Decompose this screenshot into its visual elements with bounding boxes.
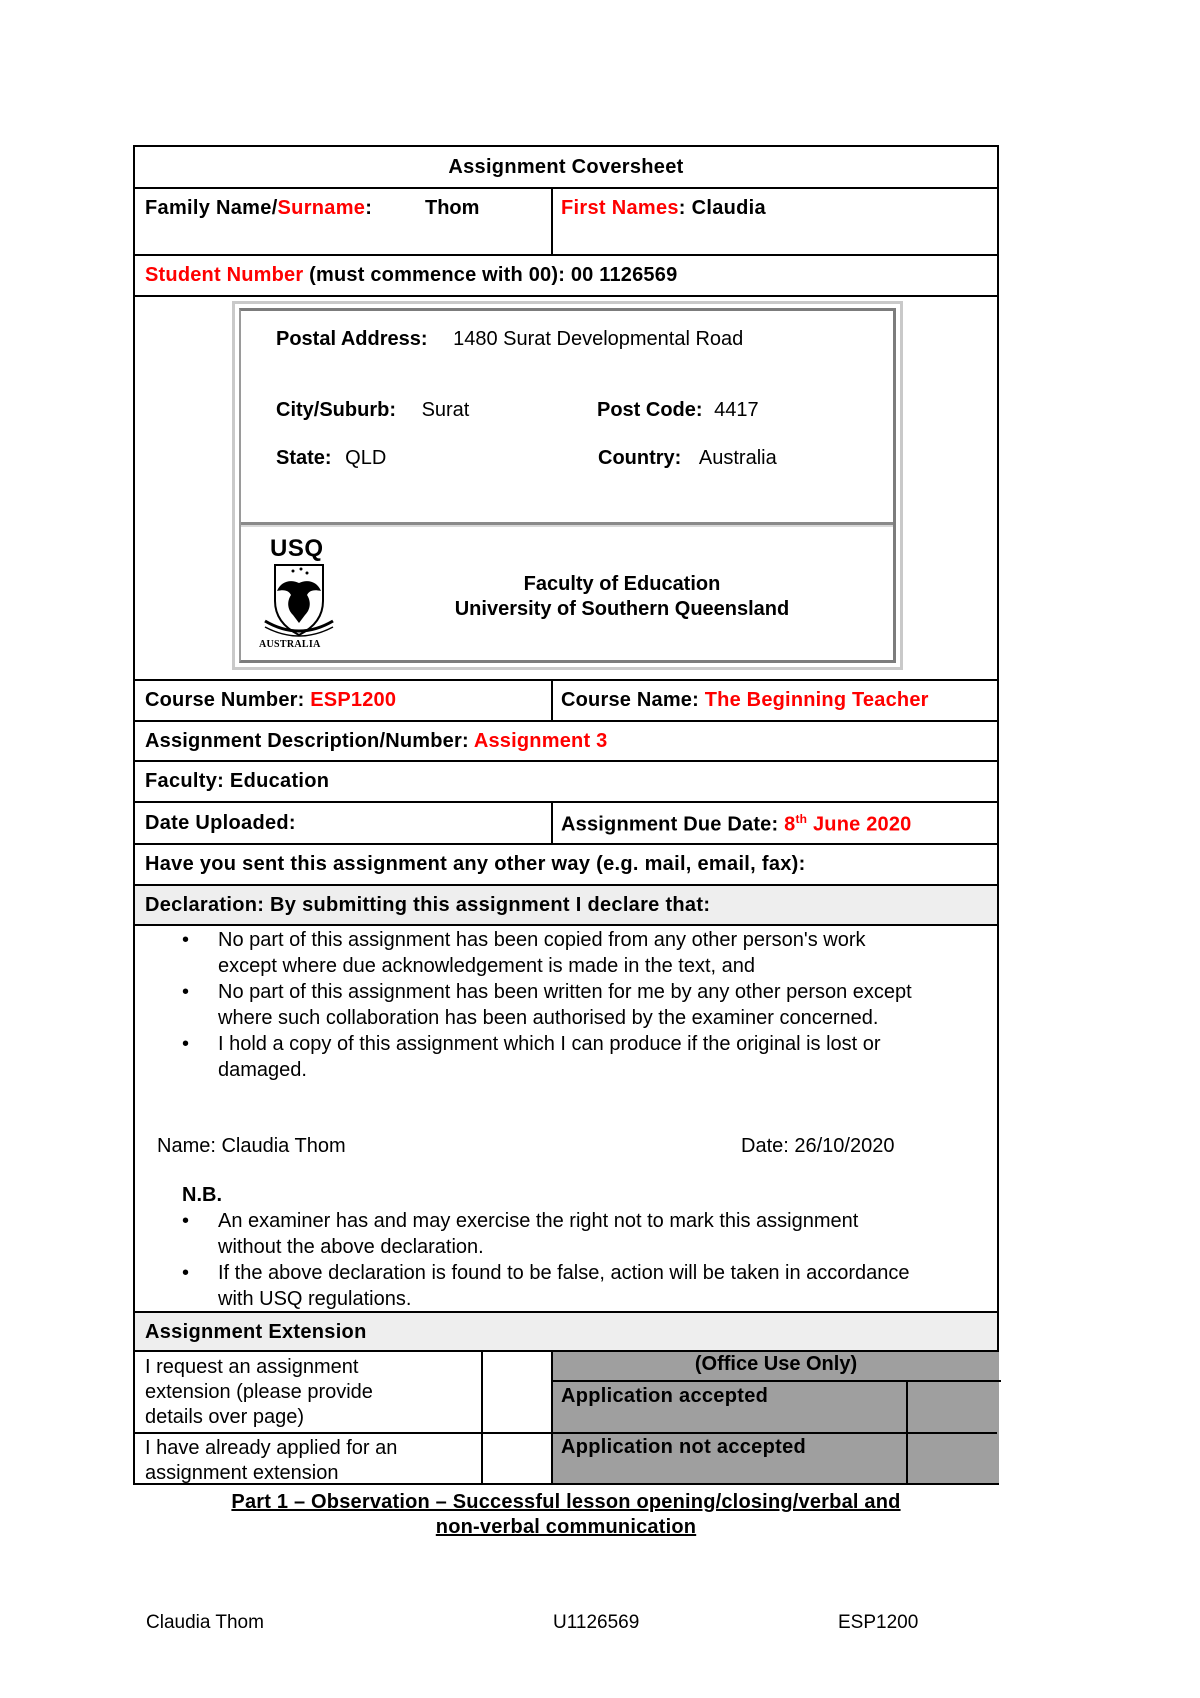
course-name-value: The Beginning Teacher	[704, 689, 929, 711]
student-number-label: Student Number	[145, 264, 304, 286]
country-label: Country:	[598, 447, 682, 469]
declaration-title: Declaration: By submitting this assignment I declare that:	[145, 894, 711, 916]
date-uploaded-label: Date Uploaded:	[145, 812, 296, 834]
due-date-field	[561, 812, 912, 837]
row-divider	[135, 295, 997, 297]
declaration-item: • I hold a copy of this assignment which I can produce if the original is lost or damaged.	[135, 1031, 925, 1083]
first-names-value: Claudia	[691, 197, 766, 219]
address-inner-frame	[239, 308, 896, 663]
due-date-label: Assignment Due Date:	[561, 813, 779, 836]
postcode-row	[597, 399, 759, 422]
faculty-name: Faculty of Education	[523, 573, 721, 595]
postal-address-row	[276, 328, 743, 351]
nb-item: • An examiner has and may exercise the right not to mark this assignment without the above declaration.	[135, 1208, 925, 1260]
office-use-title: (Office Use Only)	[694, 1353, 858, 1375]
col-divider	[551, 187, 553, 254]
declaration-item: • No part of this assignment has been copied from any other person's work except where due acknowledgement is made in the text, and	[135, 927, 925, 979]
usq-crest-icon	[261, 561, 337, 639]
course-number-field	[145, 689, 396, 712]
footer-name: Claudia Thom	[146, 1612, 264, 1633]
extension-request-text: I request an assignment extension (please provide details over page)	[145, 1356, 373, 1428]
city-value: Surat	[421, 399, 470, 421]
col-divider	[906, 1380, 908, 1485]
row-divider	[135, 924, 997, 926]
nb-body	[135, 1208, 925, 1312]
due-date-suffix: th	[795, 812, 808, 826]
row-divider	[135, 679, 997, 681]
footer-course: ESP1200	[838, 1612, 919, 1633]
assignment-description-label: Assignment Description/Number:	[145, 730, 469, 752]
usq-logo	[259, 535, 339, 651]
course-name-label: Course Name:	[561, 689, 699, 711]
address-box	[232, 301, 903, 670]
state-value: QLD	[345, 447, 387, 469]
part1-heading	[133, 1490, 999, 1540]
other-way-question: Have you sent this assignment any other way (e.g. mail, email, fax):	[145, 853, 806, 875]
row-divider	[135, 1432, 997, 1434]
nb-list	[135, 1208, 925, 1312]
declaration-item: • No part of this assignment has been written for me by any other person except where such collaboration has been authorised by the examiner concerned.	[135, 979, 925, 1031]
declaration-body	[135, 927, 925, 1083]
assignment-description-value: Assignment 3	[473, 730, 608, 752]
surname-label: Surname	[277, 197, 366, 219]
student-number-field	[145, 264, 677, 287]
row-divider	[135, 801, 997, 803]
city-label: City/Suburb:	[276, 399, 396, 421]
state-label: State:	[276, 447, 332, 469]
postal-address-label: Postal Address:	[276, 328, 428, 350]
country-value: Australia	[698, 447, 777, 469]
usq-logo-caption: AUSTRALIA	[259, 639, 321, 650]
declaration-list	[135, 927, 925, 1083]
nb-item: • If the above declaration is found to be false, action will be taken in accordance with USQ regulations.	[135, 1260, 925, 1312]
family-name-label: Family Name/	[145, 197, 278, 219]
assignment-description-field	[145, 730, 607, 753]
page-title: Assignment Coversheet	[448, 156, 684, 178]
city-row	[276, 399, 469, 422]
row-divider	[135, 720, 997, 722]
application-accepted-label: Application accepted	[561, 1385, 769, 1407]
extension-title: Assignment Extension	[145, 1321, 367, 1343]
part1-heading-line2: non-verbal communication	[435, 1516, 697, 1538]
state-row	[276, 447, 386, 470]
row-divider	[135, 254, 997, 256]
part1-heading-line1: Part 1 – Observation – Successful lesson opening/closing/verbal and	[231, 1491, 901, 1513]
university-name: University of Southern Queensland	[454, 598, 790, 620]
extension-applied-checkbox[interactable]	[483, 1434, 549, 1484]
address-divider	[241, 522, 893, 527]
footer-student-id: U1126569	[553, 1612, 640, 1633]
course-number-value: ESP1200	[310, 689, 397, 711]
row-divider	[135, 187, 997, 189]
due-date-day: 8	[784, 813, 796, 836]
country-row	[598, 447, 777, 470]
course-name-field	[561, 689, 929, 712]
col-divider	[551, 801, 553, 843]
declaration-name: Name: Claudia Thom	[157, 1135, 346, 1157]
course-number-label: Course Number:	[145, 689, 305, 711]
nb-title: N.B.	[182, 1184, 222, 1206]
faculty-field: Faculty: Education	[145, 770, 330, 792]
application-not-accepted-label: Application not accepted	[561, 1436, 807, 1458]
due-date-rest: June 2020	[812, 813, 912, 836]
extension-request-checkbox[interactable]	[483, 1352, 549, 1432]
student-number-value: (must commence with 00): 00 1126569	[309, 264, 678, 286]
family-name-colon: :	[365, 197, 373, 219]
coversheet-table	[133, 145, 999, 1485]
first-names-label: First Names	[561, 197, 679, 219]
first-names-colon: :	[678, 197, 686, 219]
postcode-label: Post Code:	[597, 399, 703, 421]
first-names-field	[561, 197, 766, 220]
postal-address-value: 1480 Surat Developmental Road	[453, 328, 744, 350]
postcode-value: 4417	[714, 399, 759, 421]
row-divider	[551, 1380, 1001, 1382]
row-divider	[135, 760, 997, 762]
declaration-date: Date: 26/10/2020	[741, 1135, 895, 1157]
col-divider	[551, 679, 553, 720]
usq-logo-text: USQ	[270, 535, 324, 562]
family-name-value: Thom	[425, 197, 480, 219]
family-name-field	[145, 197, 372, 220]
row-divider	[135, 843, 997, 845]
extension-applied-text: I have already applied for an assignment extension	[145, 1437, 398, 1484]
